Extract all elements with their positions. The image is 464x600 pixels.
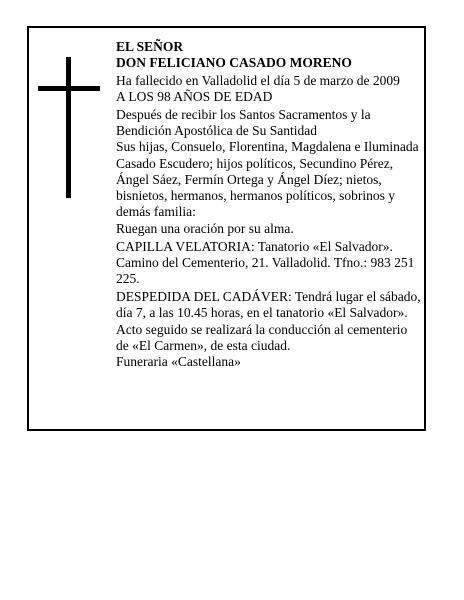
death-line: Ha fallecido en Valladolid el día 5 de marzo de 2009: [116, 72, 400, 88]
cross-horizontal-bar: [38, 86, 100, 91]
prayer-line: Ruegan una oración por su alma.: [116, 220, 294, 236]
farewell-paragraph: DESPEDIDA DEL CADÁVER: Tendrá lugar el sábado, día 7, a las 10.45 horas, en el tanatorio «El Salvador». Acto seguido se realizará la conducción al cementerio de «El Carmen», de esta ciudad.: [116, 288, 421, 353]
cross-icon: [38, 57, 100, 198]
sacraments-paragraph: Después de recibir los Santos Sacramentos y la Bendición Apostólica de Su Santidad: [116, 106, 371, 138]
deceased-name: DON FELICIANO CASADO MORENO: [116, 55, 352, 71]
chapel-paragraph: CAPILLA VELATORIA: Tanatorio «El Salvador». Camino del Cementerio, 21. Valladolid. Tfno.: 983 251 225.: [116, 238, 415, 287]
notice-text: [116, 39, 422, 370]
family-paragraph: Sus hijas, Consuelo, Florentina, Magdalena e Iluminada Casado Escudero; hijos políticos, Secundino Pérez, Ángel Sáez, Fermín Ortega y Ángel Díez; nietos, bisnietos, hermanos, hermanos políticos, sobrinos y demás familia:: [116, 139, 419, 220]
cross-vertical-bar: [66, 57, 71, 198]
funeral-home: Funeraria «Castellana»: [116, 354, 241, 370]
obituary-notice: [27, 26, 426, 431]
notice-title: EL SEÑOR: [116, 39, 184, 54]
age-line: A LOS 98 AÑOS DE EDAD: [116, 88, 273, 104]
